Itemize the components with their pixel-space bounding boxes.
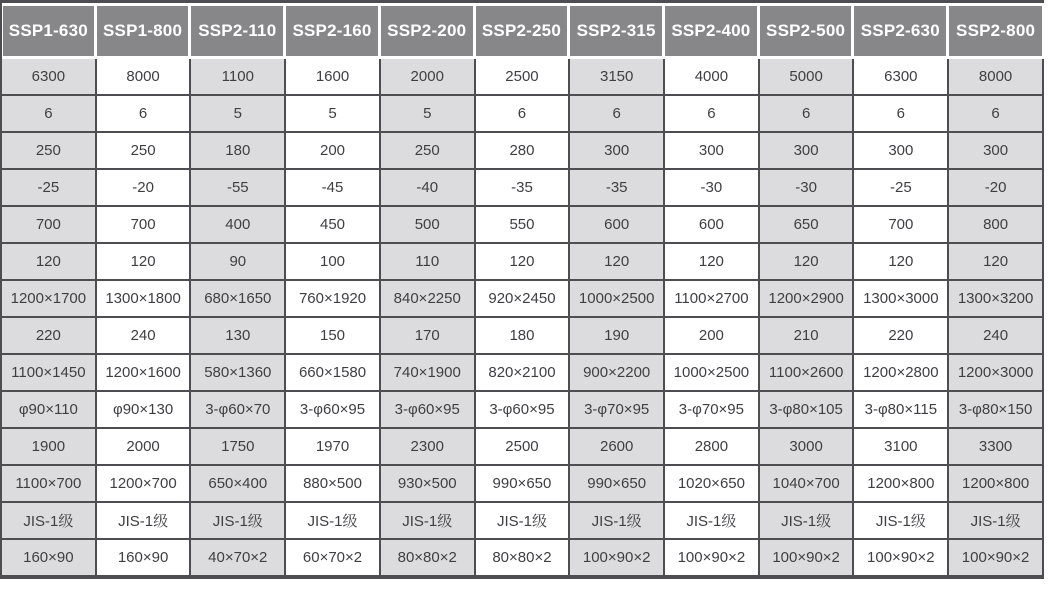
table-cell: 120 bbox=[854, 244, 949, 281]
table-row bbox=[2, 133, 1044, 170]
table-cell: 2500 bbox=[476, 429, 571, 466]
table-cell: 240 bbox=[949, 318, 1044, 355]
table-cell: 3-φ80×105 bbox=[760, 392, 855, 429]
table-cell: 100×90×2 bbox=[854, 540, 949, 577]
table-row bbox=[2, 540, 1044, 577]
table-cell: φ90×130 bbox=[97, 392, 192, 429]
table-row bbox=[2, 466, 1044, 503]
table-cell: 5 bbox=[191, 96, 286, 133]
table-cell: 600 bbox=[665, 207, 760, 244]
table-cell: 100×90×2 bbox=[570, 540, 665, 577]
table-row bbox=[2, 392, 1044, 429]
table-cell: -35 bbox=[570, 170, 665, 207]
table-cell: 600 bbox=[570, 207, 665, 244]
table-cell: 550 bbox=[476, 207, 571, 244]
table-cell: -35 bbox=[476, 170, 571, 207]
table-cell: 1100×1450 bbox=[2, 355, 97, 392]
column-header-ssp2-250: SSP2-250 bbox=[476, 3, 571, 59]
table-cell: JIS-1级 bbox=[286, 503, 381, 540]
table-cell: 6 bbox=[97, 96, 192, 133]
table-cell: 190 bbox=[570, 318, 665, 355]
table-row bbox=[2, 244, 1044, 281]
table-cell: 650 bbox=[760, 207, 855, 244]
table-cell: 8000 bbox=[949, 59, 1044, 96]
table-cell: 250 bbox=[97, 133, 192, 170]
column-header-ssp2-500: SSP2-500 bbox=[760, 3, 855, 59]
table-cell: JIS-1级 bbox=[949, 503, 1044, 540]
table-cell: 2500 bbox=[476, 59, 571, 96]
table-cell: 6 bbox=[949, 96, 1044, 133]
table-cell: 100×90×2 bbox=[949, 540, 1044, 577]
table-cell: 1900 bbox=[2, 429, 97, 466]
table-cell: 300 bbox=[570, 133, 665, 170]
table-cell: 700 bbox=[854, 207, 949, 244]
table-cell: 1600 bbox=[286, 59, 381, 96]
table-cell: 3100 bbox=[854, 429, 949, 466]
table-cell: 300 bbox=[854, 133, 949, 170]
table-cell: 200 bbox=[286, 133, 381, 170]
table-cell: 150 bbox=[286, 318, 381, 355]
table-cell: 160×90 bbox=[97, 540, 192, 577]
column-header-ssp2-110: SSP2-110 bbox=[191, 3, 286, 59]
table-cell: 6300 bbox=[854, 59, 949, 96]
table-cell: 920×2450 bbox=[476, 281, 571, 318]
column-header-ssp2-630: SSP2-630 bbox=[854, 3, 949, 59]
table-cell: 6300 bbox=[2, 59, 97, 96]
table-cell: 1300×3000 bbox=[854, 281, 949, 318]
table-cell: JIS-1级 bbox=[2, 503, 97, 540]
table-cell: 210 bbox=[760, 318, 855, 355]
table-cell: 3-φ70×95 bbox=[665, 392, 760, 429]
table-row bbox=[2, 207, 1044, 244]
table-cell: 450 bbox=[286, 207, 381, 244]
table-cell: 1100×2700 bbox=[665, 281, 760, 318]
table-cell: 240 bbox=[97, 318, 192, 355]
table-cell: 2000 bbox=[381, 59, 476, 96]
table-cell: 800 bbox=[949, 207, 1044, 244]
table-cell: φ90×110 bbox=[2, 392, 97, 429]
column-header-ssp1-630: SSP1-630 bbox=[2, 3, 97, 59]
table-cell: -25 bbox=[854, 170, 949, 207]
table-cell: 180 bbox=[191, 133, 286, 170]
table-cell: 5 bbox=[381, 96, 476, 133]
table-cell: 300 bbox=[949, 133, 1044, 170]
table-cell: JIS-1级 bbox=[97, 503, 192, 540]
table-cell: 120 bbox=[760, 244, 855, 281]
table-cell: 6 bbox=[476, 96, 571, 133]
table-cell: 280 bbox=[476, 133, 571, 170]
table-cell: JIS-1级 bbox=[570, 503, 665, 540]
table-cell: 80×80×2 bbox=[381, 540, 476, 577]
table-cell: -45 bbox=[286, 170, 381, 207]
table-cell: 1100 bbox=[191, 59, 286, 96]
table-cell: 1300×1800 bbox=[97, 281, 192, 318]
table-row bbox=[2, 355, 1044, 392]
table-cell: 2300 bbox=[381, 429, 476, 466]
column-header-ssp2-160: SSP2-160 bbox=[286, 3, 381, 59]
table-cell: 700 bbox=[2, 207, 97, 244]
header-row bbox=[2, 3, 1044, 59]
table-cell: 3-φ80×150 bbox=[949, 392, 1044, 429]
table-row bbox=[2, 503, 1044, 540]
table-cell: 2600 bbox=[570, 429, 665, 466]
table-cell: 5000 bbox=[760, 59, 855, 96]
table-cell: 1200×3000 bbox=[949, 355, 1044, 392]
table-cell: JIS-1级 bbox=[191, 503, 286, 540]
table-cell: 180 bbox=[476, 318, 571, 355]
table-row bbox=[2, 59, 1044, 96]
table-cell: 1300×3200 bbox=[949, 281, 1044, 318]
table-cell: 110 bbox=[381, 244, 476, 281]
table-cell: 3-φ60×95 bbox=[381, 392, 476, 429]
table-cell: JIS-1级 bbox=[476, 503, 571, 540]
table-cell: 220 bbox=[2, 318, 97, 355]
table-cell: 2000 bbox=[97, 429, 192, 466]
table-cell: 6 bbox=[854, 96, 949, 133]
table-cell: 3000 bbox=[760, 429, 855, 466]
table-cell: -55 bbox=[191, 170, 286, 207]
table-cell: 130 bbox=[191, 318, 286, 355]
table-cell: 1200×800 bbox=[949, 466, 1044, 503]
table-cell: 250 bbox=[381, 133, 476, 170]
table-cell: JIS-1级 bbox=[665, 503, 760, 540]
table-cell: 680×1650 bbox=[191, 281, 286, 318]
table-cell: -25 bbox=[2, 170, 97, 207]
spec-table-body bbox=[2, 59, 1044, 577]
column-header-ssp2-200: SSP2-200 bbox=[381, 3, 476, 59]
table-cell: -30 bbox=[760, 170, 855, 207]
table-cell: 990×650 bbox=[570, 466, 665, 503]
table-cell: 1020×650 bbox=[665, 466, 760, 503]
table-cell: 3-φ80×115 bbox=[854, 392, 949, 429]
spec-table-head bbox=[2, 3, 1044, 59]
column-header-ssp1-800: SSP1-800 bbox=[97, 3, 192, 59]
table-cell: 930×500 bbox=[381, 466, 476, 503]
column-header-ssp2-315: SSP2-315 bbox=[570, 3, 665, 59]
table-cell: 1200×2900 bbox=[760, 281, 855, 318]
table-row bbox=[2, 170, 1044, 207]
table-cell: 840×2250 bbox=[381, 281, 476, 318]
table-cell: -30 bbox=[665, 170, 760, 207]
table-cell: 1000×2500 bbox=[665, 355, 760, 392]
table-cell: 880×500 bbox=[286, 466, 381, 503]
table-cell: 1200×700 bbox=[97, 466, 192, 503]
table-cell: 400 bbox=[191, 207, 286, 244]
table-cell: 740×1900 bbox=[381, 355, 476, 392]
table-cell: 1200×2800 bbox=[854, 355, 949, 392]
table-cell: 6 bbox=[2, 96, 97, 133]
table-cell: 1200×800 bbox=[854, 466, 949, 503]
table-row bbox=[2, 318, 1044, 355]
table-cell: 6 bbox=[760, 96, 855, 133]
table-cell: 4000 bbox=[665, 59, 760, 96]
table-cell: JIS-1级 bbox=[760, 503, 855, 540]
table-cell: 990×650 bbox=[476, 466, 571, 503]
table-cell: 820×2100 bbox=[476, 355, 571, 392]
table-cell: 120 bbox=[665, 244, 760, 281]
table-cell: 660×1580 bbox=[286, 355, 381, 392]
table-cell: JIS-1级 bbox=[381, 503, 476, 540]
table-cell: 650×400 bbox=[191, 466, 286, 503]
table-cell: -20 bbox=[949, 170, 1044, 207]
table-cell: JIS-1级 bbox=[854, 503, 949, 540]
table-cell: 1040×700 bbox=[760, 466, 855, 503]
table-cell: 120 bbox=[2, 244, 97, 281]
table-cell: 5 bbox=[286, 96, 381, 133]
table-cell: 40×70×2 bbox=[191, 540, 286, 577]
table-cell: 1200×1700 bbox=[2, 281, 97, 318]
table-cell: 3-φ60×70 bbox=[191, 392, 286, 429]
table-cell: 6 bbox=[570, 96, 665, 133]
table-cell: 120 bbox=[476, 244, 571, 281]
table-cell: 120 bbox=[97, 244, 192, 281]
table-cell: 250 bbox=[2, 133, 97, 170]
table-cell: 6 bbox=[665, 96, 760, 133]
table-cell: 200 bbox=[665, 318, 760, 355]
table-cell: 3-φ70×95 bbox=[570, 392, 665, 429]
table-cell: 100×90×2 bbox=[665, 540, 760, 577]
table-cell: 120 bbox=[949, 244, 1044, 281]
table-cell: 100×90×2 bbox=[760, 540, 855, 577]
table-cell: 1000×2500 bbox=[570, 281, 665, 318]
table-cell: -40 bbox=[381, 170, 476, 207]
table-cell: 1100×700 bbox=[2, 466, 97, 503]
table-cell: 3150 bbox=[570, 59, 665, 96]
table-cell: -20 bbox=[97, 170, 192, 207]
table-cell: 90 bbox=[191, 244, 286, 281]
table-cell: 170 bbox=[381, 318, 476, 355]
column-header-ssp2-800: SSP2-800 bbox=[949, 3, 1044, 59]
table-cell: 900×2200 bbox=[570, 355, 665, 392]
table-cell: 60×70×2 bbox=[286, 540, 381, 577]
table-cell: 1100×2600 bbox=[760, 355, 855, 392]
table-cell: 3-φ60×95 bbox=[286, 392, 381, 429]
table-cell: 2800 bbox=[665, 429, 760, 466]
table-cell: 3-φ60×95 bbox=[476, 392, 571, 429]
column-header-ssp2-400: SSP2-400 bbox=[665, 3, 760, 59]
table-cell: 1200×1600 bbox=[97, 355, 192, 392]
table-cell: 760×1920 bbox=[286, 281, 381, 318]
table-row bbox=[2, 281, 1044, 318]
table-cell: 1970 bbox=[286, 429, 381, 466]
table-cell: 120 bbox=[570, 244, 665, 281]
table-cell: 80×80×2 bbox=[476, 540, 571, 577]
table-cell: 100 bbox=[286, 244, 381, 281]
table-cell: 160×90 bbox=[2, 540, 97, 577]
table-cell: 8000 bbox=[97, 59, 192, 96]
table-cell: 500 bbox=[381, 207, 476, 244]
table-cell: 3300 bbox=[949, 429, 1044, 466]
table-row bbox=[2, 96, 1044, 133]
table-cell: 580×1360 bbox=[191, 355, 286, 392]
table-row bbox=[2, 429, 1044, 466]
table-cell: 1750 bbox=[191, 429, 286, 466]
table-cell: 700 bbox=[97, 207, 192, 244]
table-cell: 300 bbox=[665, 133, 760, 170]
table-cell: 220 bbox=[854, 318, 949, 355]
table-cell: 300 bbox=[760, 133, 855, 170]
